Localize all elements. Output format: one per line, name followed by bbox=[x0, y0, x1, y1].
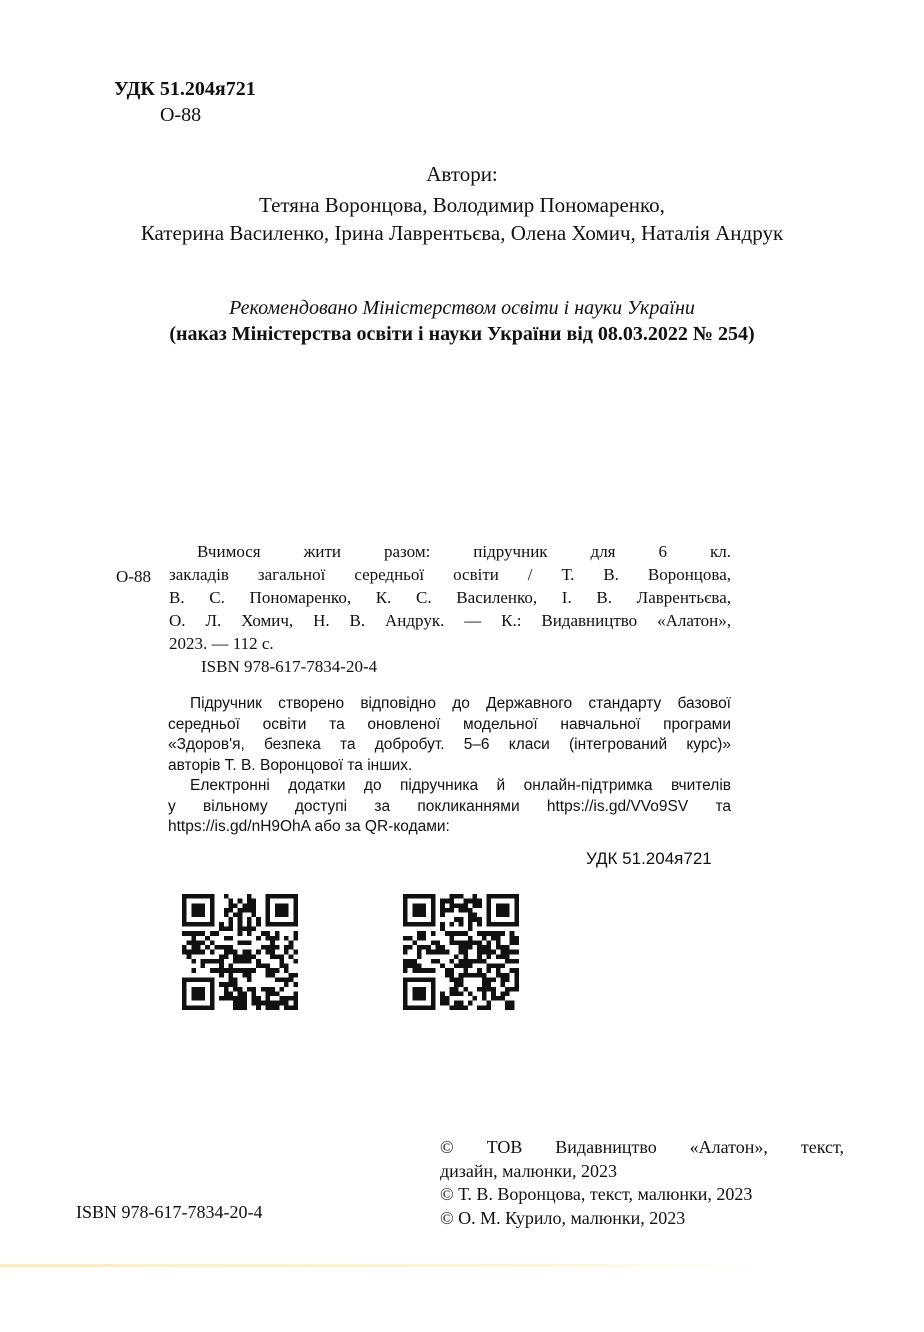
annotation bbox=[168, 694, 731, 838]
authors-line-2: Катерина Василенко, Ірина Лаврентьєва, Олена Хомич, Наталія Андрук bbox=[140, 221, 784, 245]
copyright-line: © О. М. Курило, малюнки, 2023 bbox=[440, 1207, 686, 1228]
annotation-line: Підручник створено відповідно до Державного стандарту базової bbox=[190, 695, 731, 712]
udk-header: УДК 51.204я721 bbox=[114, 78, 256, 100]
annotation-line: «Здоров'я, безпека та добробут. 5–6 класи (інтегрований курс)» bbox=[168, 736, 731, 753]
ministry-recommendation: Рекомендовано Міністерством освіти і науки України bbox=[229, 297, 695, 319]
authors-label: Автори: bbox=[426, 162, 498, 186]
copyright-line: дизайн, малюнки, 2023 bbox=[440, 1160, 618, 1181]
catalog-line: 2023. — 112 с. bbox=[169, 634, 274, 653]
ministry-order: (наказ Міністерства освіти і науки України від 08.03.2022 № 254) bbox=[169, 323, 755, 345]
annotation-line: https://is.gd/nH9OhA або за QR-кодами: bbox=[168, 818, 450, 835]
bottom-rule bbox=[0, 1264, 760, 1267]
qr-code-icon bbox=[403, 894, 519, 1010]
isbn-number: ISBN 978-617-7834-20-4 bbox=[76, 1202, 263, 1222]
catalog-isbn: ISBN 978-617-7834-20-4 bbox=[201, 657, 378, 676]
catalog-line: О. Л. Хомич, Н. В. Андрук. — К.: Видавництво «Алатон», bbox=[169, 611, 731, 630]
catalog-line: В. С. Пономаренко, К. С. Василенко, І. В. Лаврентьєва, bbox=[169, 588, 731, 607]
catalog-author-mark: О-88 bbox=[116, 567, 151, 586]
catalog-record bbox=[169, 540, 731, 678]
catalog-line: Вчимося жити разом: підручник для 6 кл. bbox=[197, 542, 731, 561]
annotation-line: авторів Т. В. Воронцової та інших. bbox=[168, 756, 413, 774]
catalog-line: закладів загальної середньої освіти / Т. В. Воронцова, bbox=[169, 565, 731, 584]
copyright-line: © ТОВ Видавництво «Алатон», текст, bbox=[440, 1137, 844, 1157]
authors-line-1: Тетяна Воронцова, Володимир Пономаренко, bbox=[259, 193, 665, 217]
author-mark: О-88 bbox=[160, 104, 202, 126]
annotation-line: у вільному доступі за покликаннями https://is.gd/VVo9SV та bbox=[168, 797, 731, 815]
annotation-line: Електронні додатки до підручника й онлайн-підтримка вчителів bbox=[190, 777, 731, 794]
copyright-block bbox=[440, 1136, 844, 1230]
qr-code-icon[interactable] bbox=[403, 894, 519, 1010]
qr-code-icon[interactable] bbox=[182, 894, 298, 1010]
copyright-line: © Т. В. Воронцова, текст, малюнки, 2023 bbox=[440, 1184, 753, 1204]
qr-code-icon bbox=[182, 894, 298, 1010]
udk-index: УДК 51.204я721 bbox=[586, 849, 712, 868]
annotation-line: середньої освіти та оновленої модельної навчальної програми bbox=[168, 715, 731, 733]
